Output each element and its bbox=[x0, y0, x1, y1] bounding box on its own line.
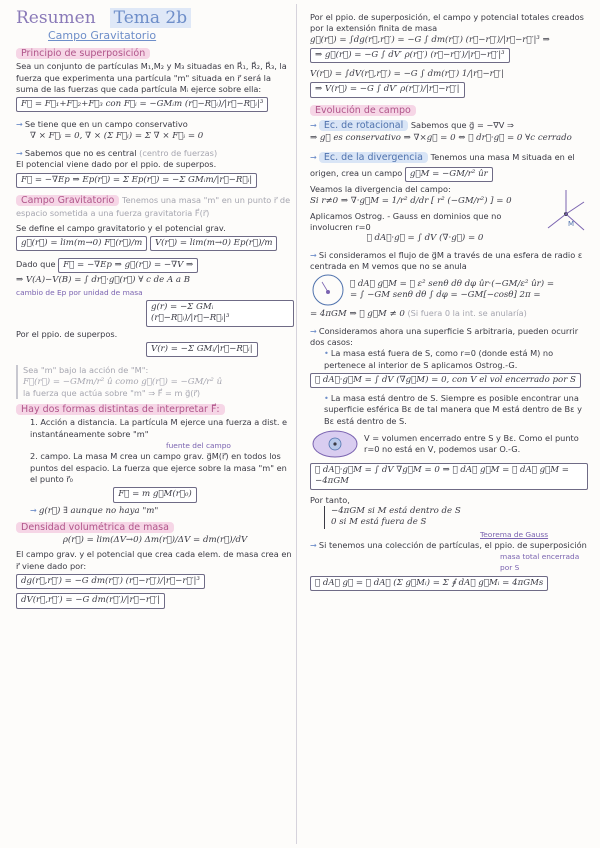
extension-text: Por el ppio. de superposición, el campo y potencial totales creados por la extensión finita de masa bbox=[310, 12, 584, 34]
heading-superposicion: Principio de superposición bbox=[16, 48, 150, 59]
surface-diagram bbox=[310, 427, 360, 461]
campo-eq-g: g⃗(r⃗) = lim(m→0) F⃗(r⃗)/m bbox=[16, 236, 147, 251]
campo-eq2: F⃗ = −∇Ep ⇒ g⃗(r⃗) = −∇V ⇒ bbox=[58, 258, 198, 273]
sphere-diagram bbox=[310, 272, 346, 308]
coleccion-text: Si tenemos una colección de partículas, el ppio. de superposición bbox=[318, 539, 587, 550]
bullet-icon: • bbox=[324, 348, 329, 359]
heading-rotacional: Ec. de rotacional bbox=[319, 120, 408, 131]
caso2-eq: ∮ dA⃗·g⃗M = ∫ dV ∇g⃗M = 0 ⇒ ∮ dA⃗ g⃗M = ∮ dA⃗ g⃗M = −4πGM bbox=[310, 463, 588, 490]
campo-note-cambio: cambio de Ep por unidad de masa bbox=[16, 287, 143, 297]
superposicion-eq1: F⃗ = F⃗₁+F⃗₂+F⃗₃ con F⃗ᵢ = −GMᵢm (r⃗−R⃗ᵢ)/|r⃗−R⃗ᵢ|³ bbox=[16, 97, 268, 112]
superficie-text: Consideramos ahora una superficie S arbitraria, pueden ocurrir dos casos: bbox=[310, 325, 579, 347]
superposicion-eq3: F⃗ = −∇Ep ⇒ Ep(r⃗) = Σ Ep(r⃗) = −Σ GMᵢm/|r⃗−R⃗ᵢ| bbox=[16, 173, 257, 188]
formas-item2: 2. campo. La masa M crea un campo grav. g⃗M(r⃗) en todos los puntos del espacio. La fuerza que ejerce sobre la masa "m" en el punto r⃗₀ bbox=[30, 451, 287, 484]
gauss-theorem-label: Teorema de Gauss bbox=[480, 529, 549, 539]
bullet-icon: ➞ bbox=[310, 151, 317, 162]
caso1-eq: ∮ dA⃗·g⃗M = ∫ dV (∇g⃗M) = 0, con V el vol encerrado por S bbox=[310, 373, 581, 388]
superposicion-text3: Sabemos que no es central bbox=[24, 148, 137, 159]
flujo-note: (Si fuera 0 la int. se anularía) bbox=[407, 308, 527, 319]
page-subtitle: Campo Gravitatorio bbox=[48, 29, 157, 42]
densidad-eq3: dV(r⃗,r⃗′) = −G dm(r⃗′)/|r⃗−r⃗′| bbox=[16, 593, 165, 608]
extension-eq2: ⇒ g⃗(r⃗) = −G ∫ dV′ ρ(r⃗′) (r⃗−r⃗′)/|r⃗−r⃗′|³ bbox=[310, 48, 510, 63]
superposicion-text4: El potencial viene dado por el ppio. de superpos. bbox=[16, 159, 217, 170]
flujo-eq3: = 4πGM ⇒ ∮ g⃗M ≠ 0 bbox=[310, 309, 405, 320]
section-densidad bbox=[16, 520, 294, 611]
superposicion-text: Sea un conjunto de partículas M₁,M₂ y M₃ situadas en R⃗₁, R⃗₂, R⃗₃, la fuerza que experimenta una partícula "m" situada en r⃗ será la suma de las fuerzas que cada partícula Mᵢ ejerce sobre ella: bbox=[16, 61, 287, 94]
formas-item1: 1. Acción a distancia. La partícula M ejerce una fuerza a dist. e instantáneamente sobre "m" bbox=[30, 417, 288, 439]
svg-text:M: M bbox=[568, 220, 575, 229]
section-evolucion bbox=[310, 103, 588, 593]
caso2-text2: V = volumen encerrado entre S y Bε. Como el punto r=0 no está en V, podemos usar O.-G. bbox=[364, 432, 579, 455]
result-outside: 0 si M está fuera de S bbox=[331, 517, 427, 528]
flujo-eq1: ∮ dA⃗ g⃗M = ∮ ε² senθ dθ dφ ûr·(−GM/ε² ûr) = bbox=[350, 279, 555, 290]
extension-eq3: V(r⃗) = ∫dV(r⃗,r⃗′) = −G ∫ dm(r⃗′) 1/|r⃗−r⃗′| bbox=[310, 69, 504, 80]
section-superposicion bbox=[16, 46, 294, 190]
campo-text1: Se define el campo gravitatorio y el potencial grav. bbox=[16, 222, 226, 233]
masa-total-note: masa total encerrada por S bbox=[500, 552, 580, 573]
heading-campo: Campo Gravitatorio bbox=[16, 195, 119, 206]
campo-text2: Dado que bbox=[16, 259, 56, 270]
section-formas bbox=[16, 402, 294, 517]
bullet-icon: • bbox=[324, 393, 329, 404]
extension-eq1: g⃗(r⃗) = ∫dg(r⃗,r⃗′) = −G ∫ dm(r⃗′) (r⃗−r⃗′)/|r⃗−r⃗′|³ ⇒ bbox=[310, 34, 550, 45]
campo-eq4: g(r) = −Σ GMᵢ (r⃗−R⃗ᵢ)/|r⃗−R⃗ᵢ|³ bbox=[146, 300, 294, 327]
superposicion-note: (centro de fuerzas) bbox=[139, 148, 218, 159]
divergencia-eq2: Si r≠0 ⇒ ∇·g⃗M = 1/r² d/dr [ r² (−GM/r²) ] = 0 bbox=[310, 195, 512, 206]
bullet-icon: ➞ bbox=[30, 504, 37, 515]
divergencia-eq: g⃗M = −GM/r² ûr bbox=[405, 167, 493, 182]
campo-grey-block bbox=[16, 365, 294, 399]
result-brace bbox=[324, 506, 588, 529]
superposicion-text2: Se tiene que en un campo conservativo bbox=[24, 119, 188, 130]
campo-eq3: ⇒ V(A)−V(B) = ∫ dr⃗·g⃗(r⃗) ∀ c de A a B bbox=[16, 275, 191, 286]
densidad-eq2: dg(r⃗,r⃗′) = −G dm(r⃗′) (r⃗−r⃗′)/|r⃗−r⃗′|³ bbox=[16, 574, 205, 589]
formas-fuente-note: fuente del campo bbox=[166, 441, 231, 451]
campo-grey-2: F⃗(r⃗) = −GMm/r² û como g⃗(r⃗) = −GM/r² û bbox=[23, 376, 223, 387]
caso1-text: La masa está fuera de S, como r=0 (donde está M) no pertenece al interior de S aplicamos Ostrog.-G. bbox=[324, 348, 554, 370]
flujo-text: Si consideramos el flujo de g⃗M a través de una esfera de radio ε centrada en M vemos que no se anula bbox=[310, 249, 583, 272]
gauss-text: Aplicamos Ostrog. - Gauss en dominios que no involucren r=0 bbox=[310, 210, 502, 233]
superposicion-eq2: ∇ × F⃗ᵢ = 0, ∇ × (Σ F⃗ᵢ) = Σ ∇ × F⃗ᵢ = 0 bbox=[30, 130, 204, 141]
bullet-icon: ➞ bbox=[310, 120, 317, 131]
densidad-eq: ρ(r⃗) = lim(ΔV→0) Δm(r⃗)/ΔV = dm(r⃗)/dV bbox=[62, 535, 248, 546]
left-column bbox=[8, 0, 298, 848]
campo-grey-3: la fuerza que actúa sobre "m" ⇒ F⃗ = m g⃗(r⃗) bbox=[23, 387, 201, 398]
divergencia-text2: Veamos la divergencia del campo: bbox=[310, 184, 451, 195]
heading-divergencia: Ec. de la divergencia bbox=[319, 152, 428, 163]
portanto-text: Por tanto, bbox=[310, 494, 350, 505]
bullet-icon: ➞ bbox=[16, 148, 23, 159]
heading-evolucion: Evolución de campo bbox=[310, 105, 416, 116]
bullet-icon: ➞ bbox=[16, 119, 23, 130]
caso2-text: La masa está dentro de S. Siempre es posible encontrar una superficie esférica Bε de tal manera que M está dentro de Bε y Bε está dentro de S. bbox=[324, 393, 582, 426]
topic-title: Tema 2b bbox=[110, 8, 191, 28]
heading-formas: Hay dos formas distintas de interpretar F⃗: bbox=[16, 404, 225, 415]
title-row bbox=[16, 8, 298, 28]
rotacional-eq: ⇒ g⃗ es conservativo ⇒ ∇×g⃗ = 0 ⇔ ∮ dr⃗·g⃗ = 0 ∀c cerrado bbox=[310, 133, 572, 144]
campo-eq5: V(r) = −Σ GMᵢ/|r⃗−R⃗ᵢ| bbox=[146, 342, 258, 357]
section-extension bbox=[310, 12, 588, 100]
formas-last: g(r⃗) ∃ aunque no haya "m" bbox=[38, 505, 159, 516]
section-campo bbox=[16, 193, 294, 399]
bullet-icon: ➞ bbox=[310, 539, 317, 550]
formas-eq: F⃗ = m g⃗M(r⃗₀) bbox=[113, 487, 197, 502]
field-vectors-diagram bbox=[544, 184, 588, 236]
campo-text3: Por el ppio. de superpos. bbox=[16, 328, 118, 339]
bullet-icon: ➞ bbox=[310, 325, 317, 336]
right-column bbox=[302, 0, 592, 848]
divergencia-text: Tenemos una masa M situada en el origen, crea un campo bbox=[310, 151, 575, 178]
extension-eq4: ⇒ V(r⃗) = −G ∫ dV′ ρ(r⃗′)/|r⃗−r⃗′| bbox=[310, 82, 465, 97]
densidad-text: El campo grav. y el potencial que crea cada elem. de masa crea en r⃗ viene dado por: bbox=[16, 549, 292, 571]
campo-intro: Tenemos una masa "m" en un punto r⃗ de espacio sometida a una fuerza gravitatoria F⃗(r⃗) bbox=[16, 194, 291, 219]
gauss-eq: ∮ dA⃗·g⃗ = ∫ dV (∇·g⃗) = 0 bbox=[366, 233, 484, 244]
coleccion-eq: ∮ dA⃗ g⃗ = ∮ dA⃗ (Σ g⃗Mᵢ) = Σ ∮ dA⃗ g⃗Mᵢ = 4πGMs bbox=[310, 576, 548, 591]
campo-eq-v: V(r⃗) = lim(m→0) Ep(r⃗)/m bbox=[150, 236, 278, 251]
flujo-eq2: = ∫ −GM senθ dθ ∫ dφ = −GM[−cosθ] 2π = bbox=[350, 290, 541, 301]
campo-grey-1: Sea "m" bajo la acción de "M": bbox=[23, 365, 149, 376]
rotacional-text: Sabemos que g⃗ = −∇V ⇒ bbox=[410, 120, 514, 131]
heading-densidad: Densidad volumétrica de masa bbox=[16, 522, 174, 533]
page-title: Resumen bbox=[16, 8, 96, 28]
result-inside: −4πGM si M está dentro de S bbox=[331, 505, 461, 516]
bullet-icon: ➞ bbox=[310, 249, 317, 260]
